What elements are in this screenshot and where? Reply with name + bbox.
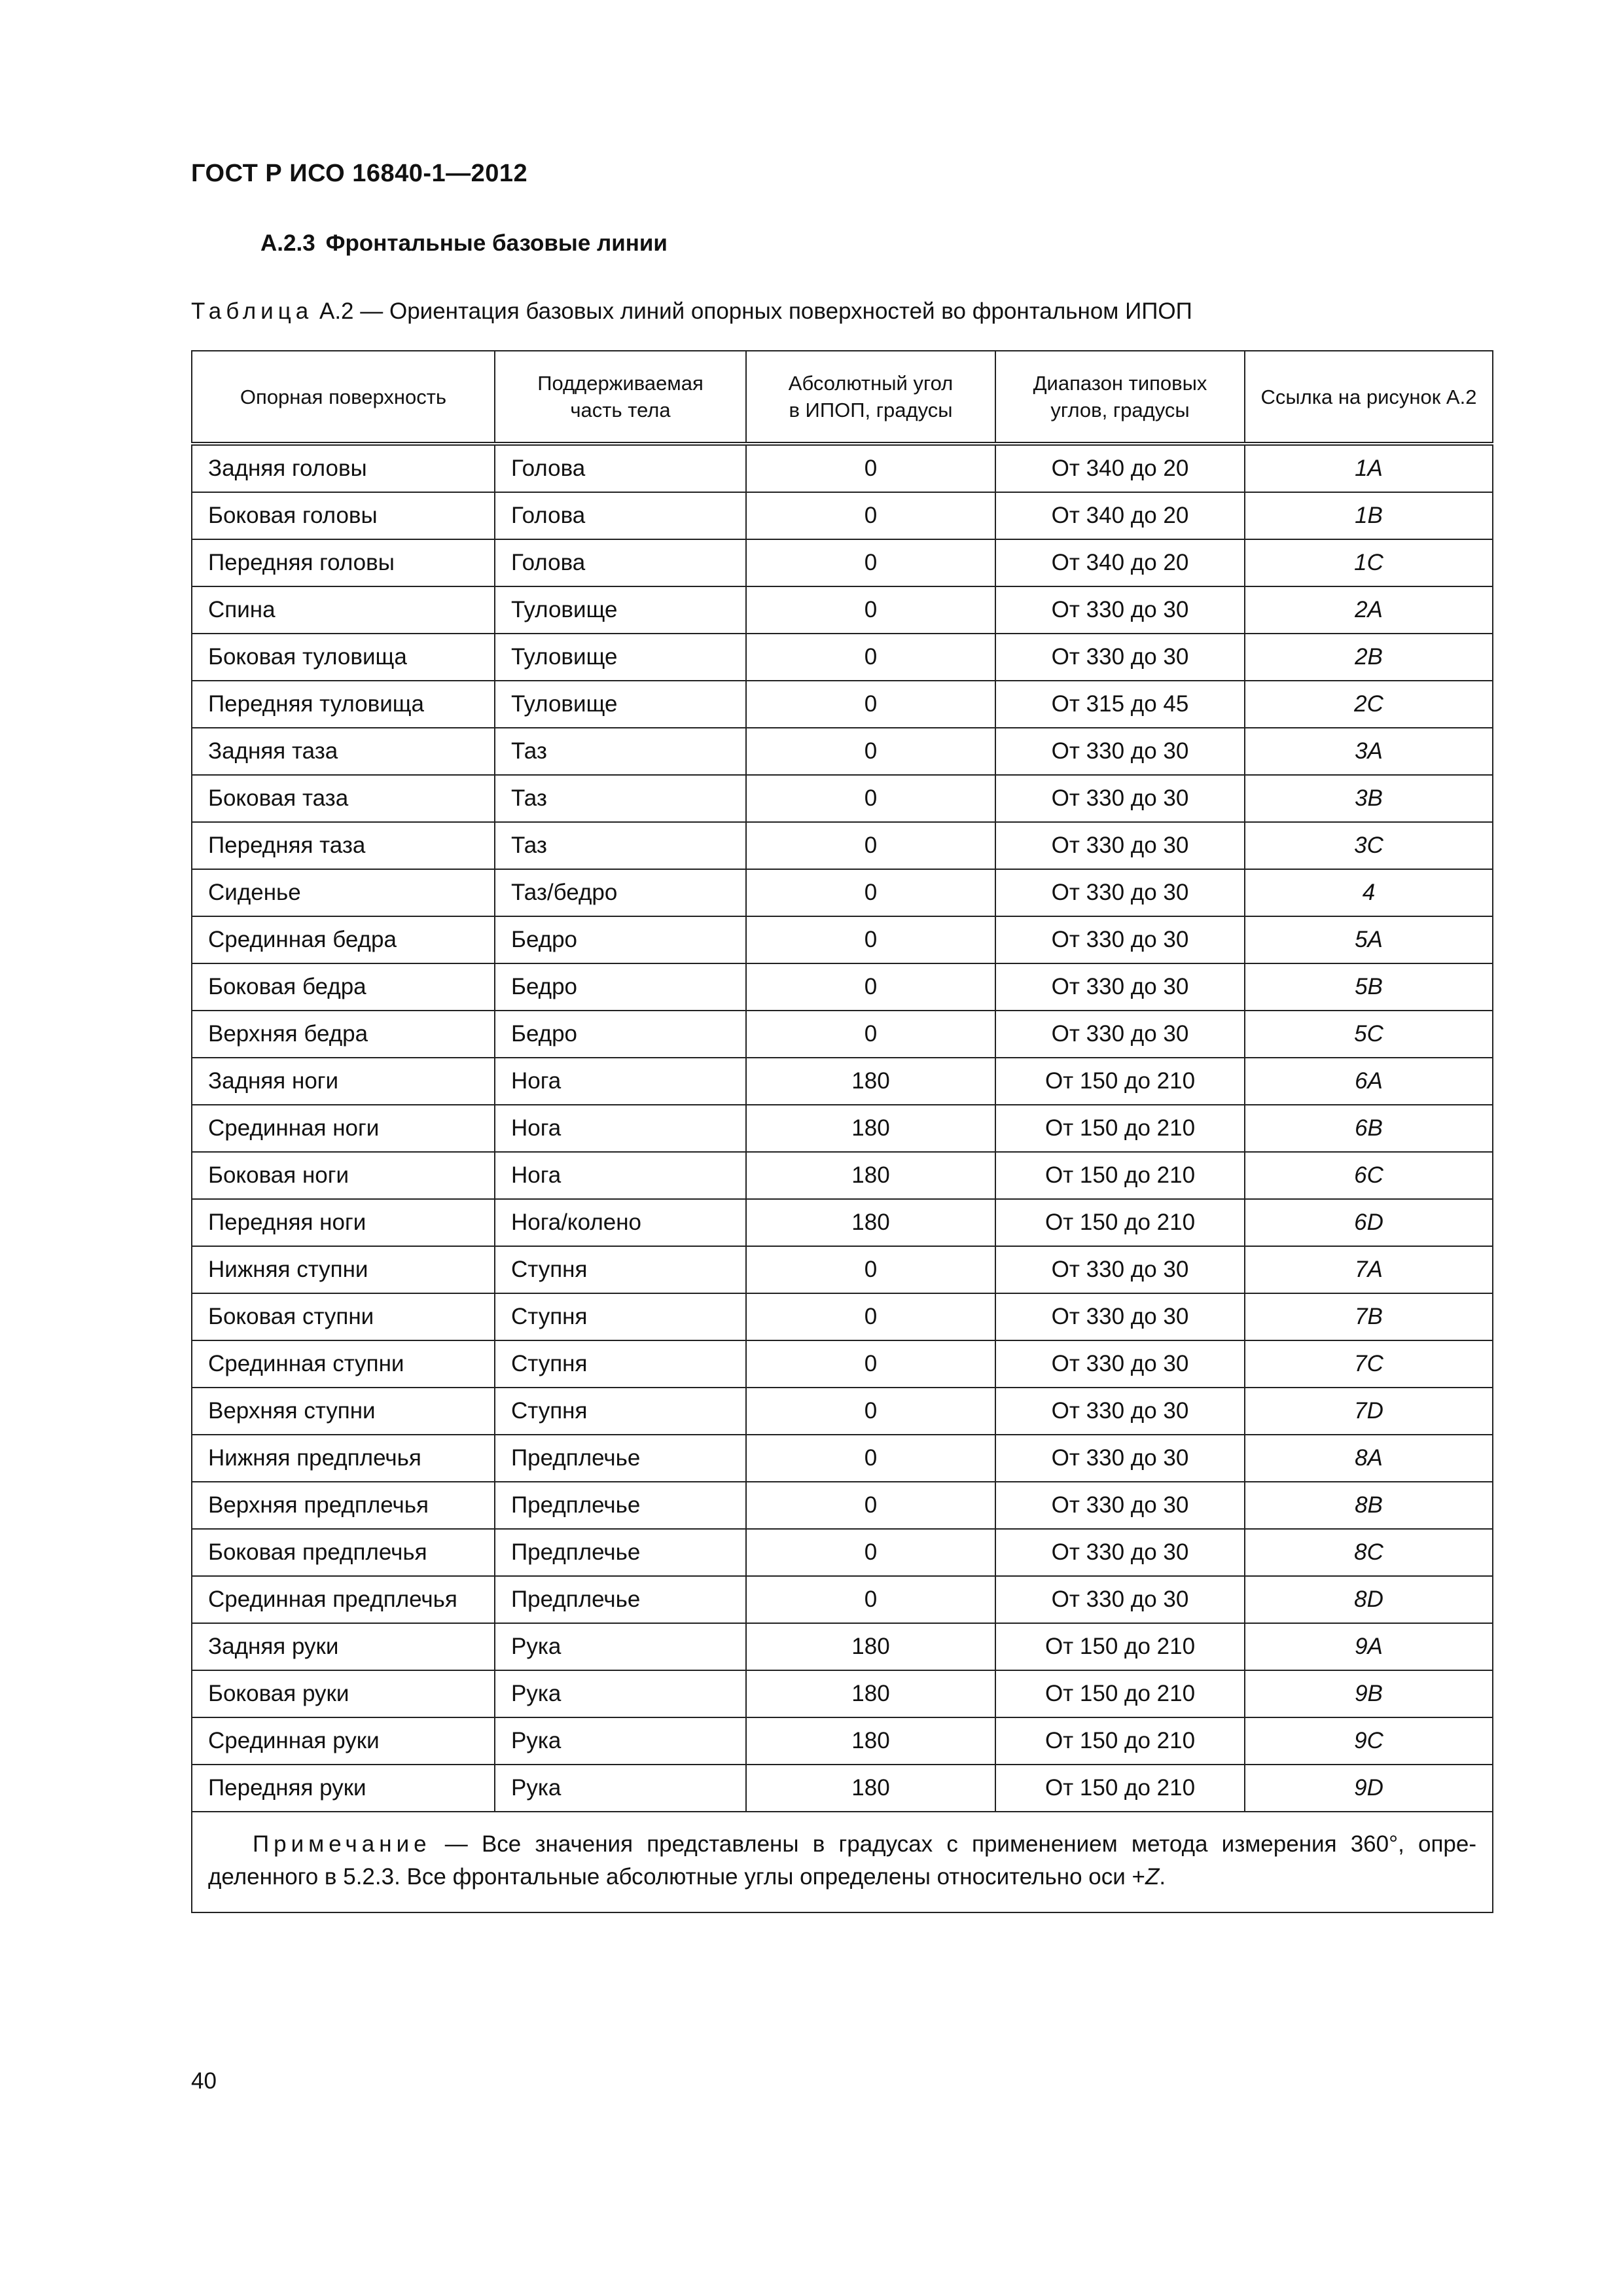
- angle-range-cell: От 330 до 30: [995, 916, 1245, 963]
- absolute-angle-cell: 0: [746, 1246, 995, 1293]
- table-row: [192, 1388, 1493, 1435]
- absolute-angle-cell: 0: [746, 1340, 995, 1388]
- note-axis-variable: Z: [1145, 1864, 1160, 1890]
- surface-cell: Боковая туловища: [192, 634, 495, 681]
- surface-cell: Задняя таза: [192, 728, 495, 775]
- note-label: Примечание: [253, 1831, 431, 1857]
- angle-range-cell: От 330 до 30: [995, 963, 1245, 1011]
- angle-range-cell: От 340 до 20: [995, 492, 1245, 539]
- body-part-cell: Туловище: [495, 586, 746, 634]
- surface-cell: Верхняя предплечья: [192, 1482, 495, 1529]
- column-header-line: часть тела: [570, 399, 671, 422]
- column-header: [995, 351, 1245, 444]
- table-row: [192, 634, 1493, 681]
- absolute-angle-cell: 0: [746, 1529, 995, 1576]
- body-part-cell: Рука: [495, 1717, 746, 1765]
- absolute-angle-cell: 0: [746, 681, 995, 728]
- body-part-cell: Таз: [495, 775, 746, 822]
- document-code-header: ГОСТ Р ИСО 16840-1—2012: [191, 160, 528, 187]
- body-part-cell: Туловище: [495, 681, 746, 728]
- figure-ref-cell: 7D: [1245, 1388, 1493, 1435]
- surface-cell: Боковая руки: [192, 1670, 495, 1717]
- angle-range-cell: От 330 до 30: [995, 586, 1245, 634]
- absolute-angle-cell: 180: [746, 1105, 995, 1152]
- absolute-angle-cell: 0: [746, 444, 995, 492]
- surface-cell: Задняя ноги: [192, 1058, 495, 1105]
- column-header: [1245, 351, 1493, 444]
- absolute-angle-cell: 0: [746, 1011, 995, 1058]
- table-row: [192, 1717, 1493, 1765]
- surface-cell: Передняя руки: [192, 1765, 495, 1812]
- absolute-angle-cell: 0: [746, 539, 995, 586]
- surface-cell: Передняя ноги: [192, 1199, 495, 1246]
- surface-cell: Боковая бедра: [192, 963, 495, 1011]
- table-row: [192, 1623, 1493, 1670]
- table-caption-number: А.2: [319, 298, 354, 324]
- table-row: [192, 1670, 1493, 1717]
- surface-cell: Срединная бедра: [192, 916, 495, 963]
- body-part-cell: Голова: [495, 492, 746, 539]
- column-header-line: углов, градусы: [1050, 399, 1190, 422]
- angle-range-cell: От 330 до 30: [995, 1435, 1245, 1482]
- angle-range-cell: От 330 до 30: [995, 1293, 1245, 1340]
- surface-cell: Нижняя предплечья: [192, 1435, 495, 1482]
- table-row: [192, 1058, 1493, 1105]
- surface-cell: Боковая таза: [192, 775, 495, 822]
- body-part-cell: Таз/бедро: [495, 869, 746, 916]
- table-row: [192, 444, 1493, 492]
- absolute-angle-cell: 180: [746, 1199, 995, 1246]
- body-part-cell: Рука: [495, 1765, 746, 1812]
- figure-ref-cell: 9C: [1245, 1717, 1493, 1765]
- angle-range-cell: От 150 до 210: [995, 1199, 1245, 1246]
- absolute-angle-cell: 180: [746, 1670, 995, 1717]
- absolute-angle-cell: 0: [746, 492, 995, 539]
- figure-ref-cell: 3A: [1245, 728, 1493, 775]
- body-part-cell: Бедро: [495, 963, 746, 1011]
- body-part-cell: Таз: [495, 822, 746, 869]
- angle-range-cell: От 330 до 30: [995, 869, 1245, 916]
- section-title: Фронтальные базовые линии: [325, 230, 668, 256]
- angle-range-cell: От 330 до 30: [995, 1529, 1245, 1576]
- angle-range-cell: От 330 до 30: [995, 1340, 1245, 1388]
- figure-ref-cell: 1A: [1245, 444, 1493, 492]
- column-header-line: в ИПОП, градусы: [789, 399, 953, 422]
- table-note: [192, 1812, 1493, 1912]
- table-row: [192, 1765, 1493, 1812]
- absolute-angle-cell: 0: [746, 822, 995, 869]
- table-row: [192, 1011, 1493, 1058]
- surface-cell: Боковая предплечья: [192, 1529, 495, 1576]
- surface-cell: Задняя головы: [192, 444, 495, 492]
- table-row: [192, 539, 1493, 586]
- figure-ref-cell: 8A: [1245, 1435, 1493, 1482]
- body-part-cell: Предплечье: [495, 1482, 746, 1529]
- body-part-cell: Рука: [495, 1670, 746, 1717]
- angle-range-cell: От 330 до 30: [995, 1576, 1245, 1623]
- table-row: [192, 586, 1493, 634]
- column-header-line: Диапазон типовых: [1033, 372, 1207, 395]
- table-row: [192, 1482, 1493, 1529]
- angle-range-cell: От 330 до 30: [995, 634, 1245, 681]
- figure-ref-cell: 3C: [1245, 822, 1493, 869]
- table-row: [192, 916, 1493, 963]
- figure-ref-cell: 9D: [1245, 1765, 1493, 1812]
- body-part-cell: Предплечье: [495, 1529, 746, 1576]
- figure-ref-cell: 8C: [1245, 1529, 1493, 1576]
- absolute-angle-cell: 0: [746, 1388, 995, 1435]
- table-row: [192, 822, 1493, 869]
- surface-cell: Срединная руки: [192, 1717, 495, 1765]
- angle-range-cell: От 330 до 30: [995, 1246, 1245, 1293]
- figure-ref-cell: 2B: [1245, 634, 1493, 681]
- figure-ref-cell: 7A: [1245, 1246, 1493, 1293]
- figure-ref-cell: 9A: [1245, 1623, 1493, 1670]
- angle-range-cell: От 150 до 210: [995, 1670, 1245, 1717]
- figure-ref-cell: 1B: [1245, 492, 1493, 539]
- angle-range-cell: От 330 до 30: [995, 822, 1245, 869]
- page-number: 40: [191, 2068, 217, 2094]
- figure-ref-cell: 4: [1245, 869, 1493, 916]
- absolute-angle-cell: 0: [746, 1576, 995, 1623]
- angle-range-cell: От 150 до 210: [995, 1105, 1245, 1152]
- surface-cell: Срединная ступни: [192, 1340, 495, 1388]
- body-part-cell: Голова: [495, 539, 746, 586]
- figure-ref-cell: 1C: [1245, 539, 1493, 586]
- angle-range-cell: От 150 до 210: [995, 1765, 1245, 1812]
- table-body: [192, 444, 1493, 1912]
- absolute-angle-cell: 0: [746, 1435, 995, 1482]
- absolute-angle-cell: 0: [746, 586, 995, 634]
- angle-range-cell: От 330 до 30: [995, 1388, 1245, 1435]
- table-row: [192, 1246, 1493, 1293]
- body-part-cell: Бедро: [495, 1011, 746, 1058]
- absolute-angle-cell: 0: [746, 1482, 995, 1529]
- note-end: .: [1159, 1864, 1166, 1890]
- angle-range-cell: От 150 до 210: [995, 1152, 1245, 1199]
- surface-cell: Передняя туловища: [192, 681, 495, 728]
- table-row: [192, 681, 1493, 728]
- angle-range-cell: От 315 до 45: [995, 681, 1245, 728]
- orientation-table: [191, 350, 1493, 1913]
- surface-cell: Передняя головы: [192, 539, 495, 586]
- note-text: — Все значения представлены в градусах с применением метода измерения 360°, определенного в 5.2.3. Все фронтальные абсолютные углы определены относительно оси +: [208, 1831, 1476, 1890]
- body-part-cell: Нога/колено: [495, 1199, 746, 1246]
- column-header: [746, 351, 995, 444]
- table-caption-text: — Ориентация базовых линий опорных поверхностей во фронтальном ИПОП: [360, 298, 1192, 324]
- body-part-cell: Нога: [495, 1058, 746, 1105]
- surface-cell: Сиденье: [192, 869, 495, 916]
- table-row: [192, 492, 1493, 539]
- absolute-angle-cell: 180: [746, 1717, 995, 1765]
- figure-ref-cell: 6C: [1245, 1152, 1493, 1199]
- column-header-line: Абсолютный угол: [788, 372, 954, 395]
- surface-cell: Боковая ноги: [192, 1152, 495, 1199]
- table-row: [192, 1576, 1493, 1623]
- section-number: А.2.3: [260, 230, 315, 256]
- column-header-line: Поддерживаемая: [537, 372, 704, 395]
- body-part-cell: Предплечье: [495, 1576, 746, 1623]
- column-header: [495, 351, 746, 444]
- body-part-cell: Таз: [495, 728, 746, 775]
- figure-ref-cell: 6D: [1245, 1199, 1493, 1246]
- absolute-angle-cell: 180: [746, 1765, 995, 1812]
- column-header-line: Ссылка на рисунок А.2: [1260, 385, 1477, 408]
- section-heading: [260, 230, 668, 257]
- body-part-cell: Ступня: [495, 1246, 746, 1293]
- column-header-line: Опорная поверхность: [240, 385, 447, 408]
- surface-cell: Спина: [192, 586, 495, 634]
- absolute-angle-cell: 180: [746, 1058, 995, 1105]
- table-row: [192, 1340, 1493, 1388]
- angle-range-cell: От 330 до 30: [995, 728, 1245, 775]
- body-part-cell: Предплечье: [495, 1435, 746, 1482]
- body-part-cell: Ступня: [495, 1340, 746, 1388]
- figure-ref-cell: 5C: [1245, 1011, 1493, 1058]
- figure-ref-cell: 6A: [1245, 1058, 1493, 1105]
- body-part-cell: Туловище: [495, 634, 746, 681]
- figure-ref-cell: 8B: [1245, 1482, 1493, 1529]
- table-row: [192, 1435, 1493, 1482]
- figure-ref-cell: 6B: [1245, 1105, 1493, 1152]
- table-row: [192, 1529, 1493, 1576]
- body-part-cell: Ступня: [495, 1293, 746, 1340]
- body-part-cell: Нога: [495, 1152, 746, 1199]
- absolute-angle-cell: 0: [746, 634, 995, 681]
- figure-ref-cell: 9B: [1245, 1670, 1493, 1717]
- table-header-row: [192, 351, 1493, 444]
- surface-cell: Верхняя бедра: [192, 1011, 495, 1058]
- figure-ref-cell: 5A: [1245, 916, 1493, 963]
- angle-range-cell: От 330 до 30: [995, 775, 1245, 822]
- surface-cell: Передняя таза: [192, 822, 495, 869]
- table-note-row: [192, 1812, 1493, 1912]
- angle-range-cell: От 150 до 210: [995, 1717, 1245, 1765]
- angle-range-cell: От 150 до 210: [995, 1058, 1245, 1105]
- table-row: [192, 1152, 1493, 1199]
- column-header: [192, 351, 495, 444]
- absolute-angle-cell: 180: [746, 1623, 995, 1670]
- table-row: [192, 1293, 1493, 1340]
- absolute-angle-cell: 0: [746, 775, 995, 822]
- absolute-angle-cell: 0: [746, 963, 995, 1011]
- surface-cell: Срединная предплечья: [192, 1576, 495, 1623]
- table-caption-label: Таблица: [191, 298, 313, 324]
- figure-ref-cell: 2C: [1245, 681, 1493, 728]
- angle-range-cell: От 330 до 30: [995, 1011, 1245, 1058]
- table-row: [192, 869, 1493, 916]
- angle-range-cell: От 150 до 210: [995, 1623, 1245, 1670]
- body-part-cell: Ступня: [495, 1388, 746, 1435]
- absolute-angle-cell: 0: [746, 728, 995, 775]
- angle-range-cell: От 330 до 30: [995, 1482, 1245, 1529]
- surface-cell: Боковая головы: [192, 492, 495, 539]
- angle-range-cell: От 340 до 20: [995, 444, 1245, 492]
- body-part-cell: Рука: [495, 1623, 746, 1670]
- figure-ref-cell: 8D: [1245, 1576, 1493, 1623]
- body-part-cell: Нога: [495, 1105, 746, 1152]
- figure-ref-cell: 2A: [1245, 586, 1493, 634]
- surface-cell: Нижняя ступни: [192, 1246, 495, 1293]
- figure-ref-cell: 7C: [1245, 1340, 1493, 1388]
- table-row: [192, 728, 1493, 775]
- absolute-angle-cell: 180: [746, 1152, 995, 1199]
- surface-cell: Верхняя ступни: [192, 1388, 495, 1435]
- surface-cell: Задняя руки: [192, 1623, 495, 1670]
- body-part-cell: Голова: [495, 444, 746, 492]
- surface-cell: Срединная ноги: [192, 1105, 495, 1152]
- absolute-angle-cell: 0: [746, 916, 995, 963]
- figure-ref-cell: 5B: [1245, 963, 1493, 1011]
- body-part-cell: Бедро: [495, 916, 746, 963]
- surface-cell: Боковая ступни: [192, 1293, 495, 1340]
- table-row: [192, 775, 1493, 822]
- absolute-angle-cell: 0: [746, 869, 995, 916]
- absolute-angle-cell: 0: [746, 1293, 995, 1340]
- figure-ref-cell: 7B: [1245, 1293, 1493, 1340]
- figure-ref-cell: 3B: [1245, 775, 1493, 822]
- table-caption: [191, 298, 1192, 325]
- table-row: [192, 1105, 1493, 1152]
- table-row: [192, 963, 1493, 1011]
- table-row: [192, 1199, 1493, 1246]
- angle-range-cell: От 340 до 20: [995, 539, 1245, 586]
